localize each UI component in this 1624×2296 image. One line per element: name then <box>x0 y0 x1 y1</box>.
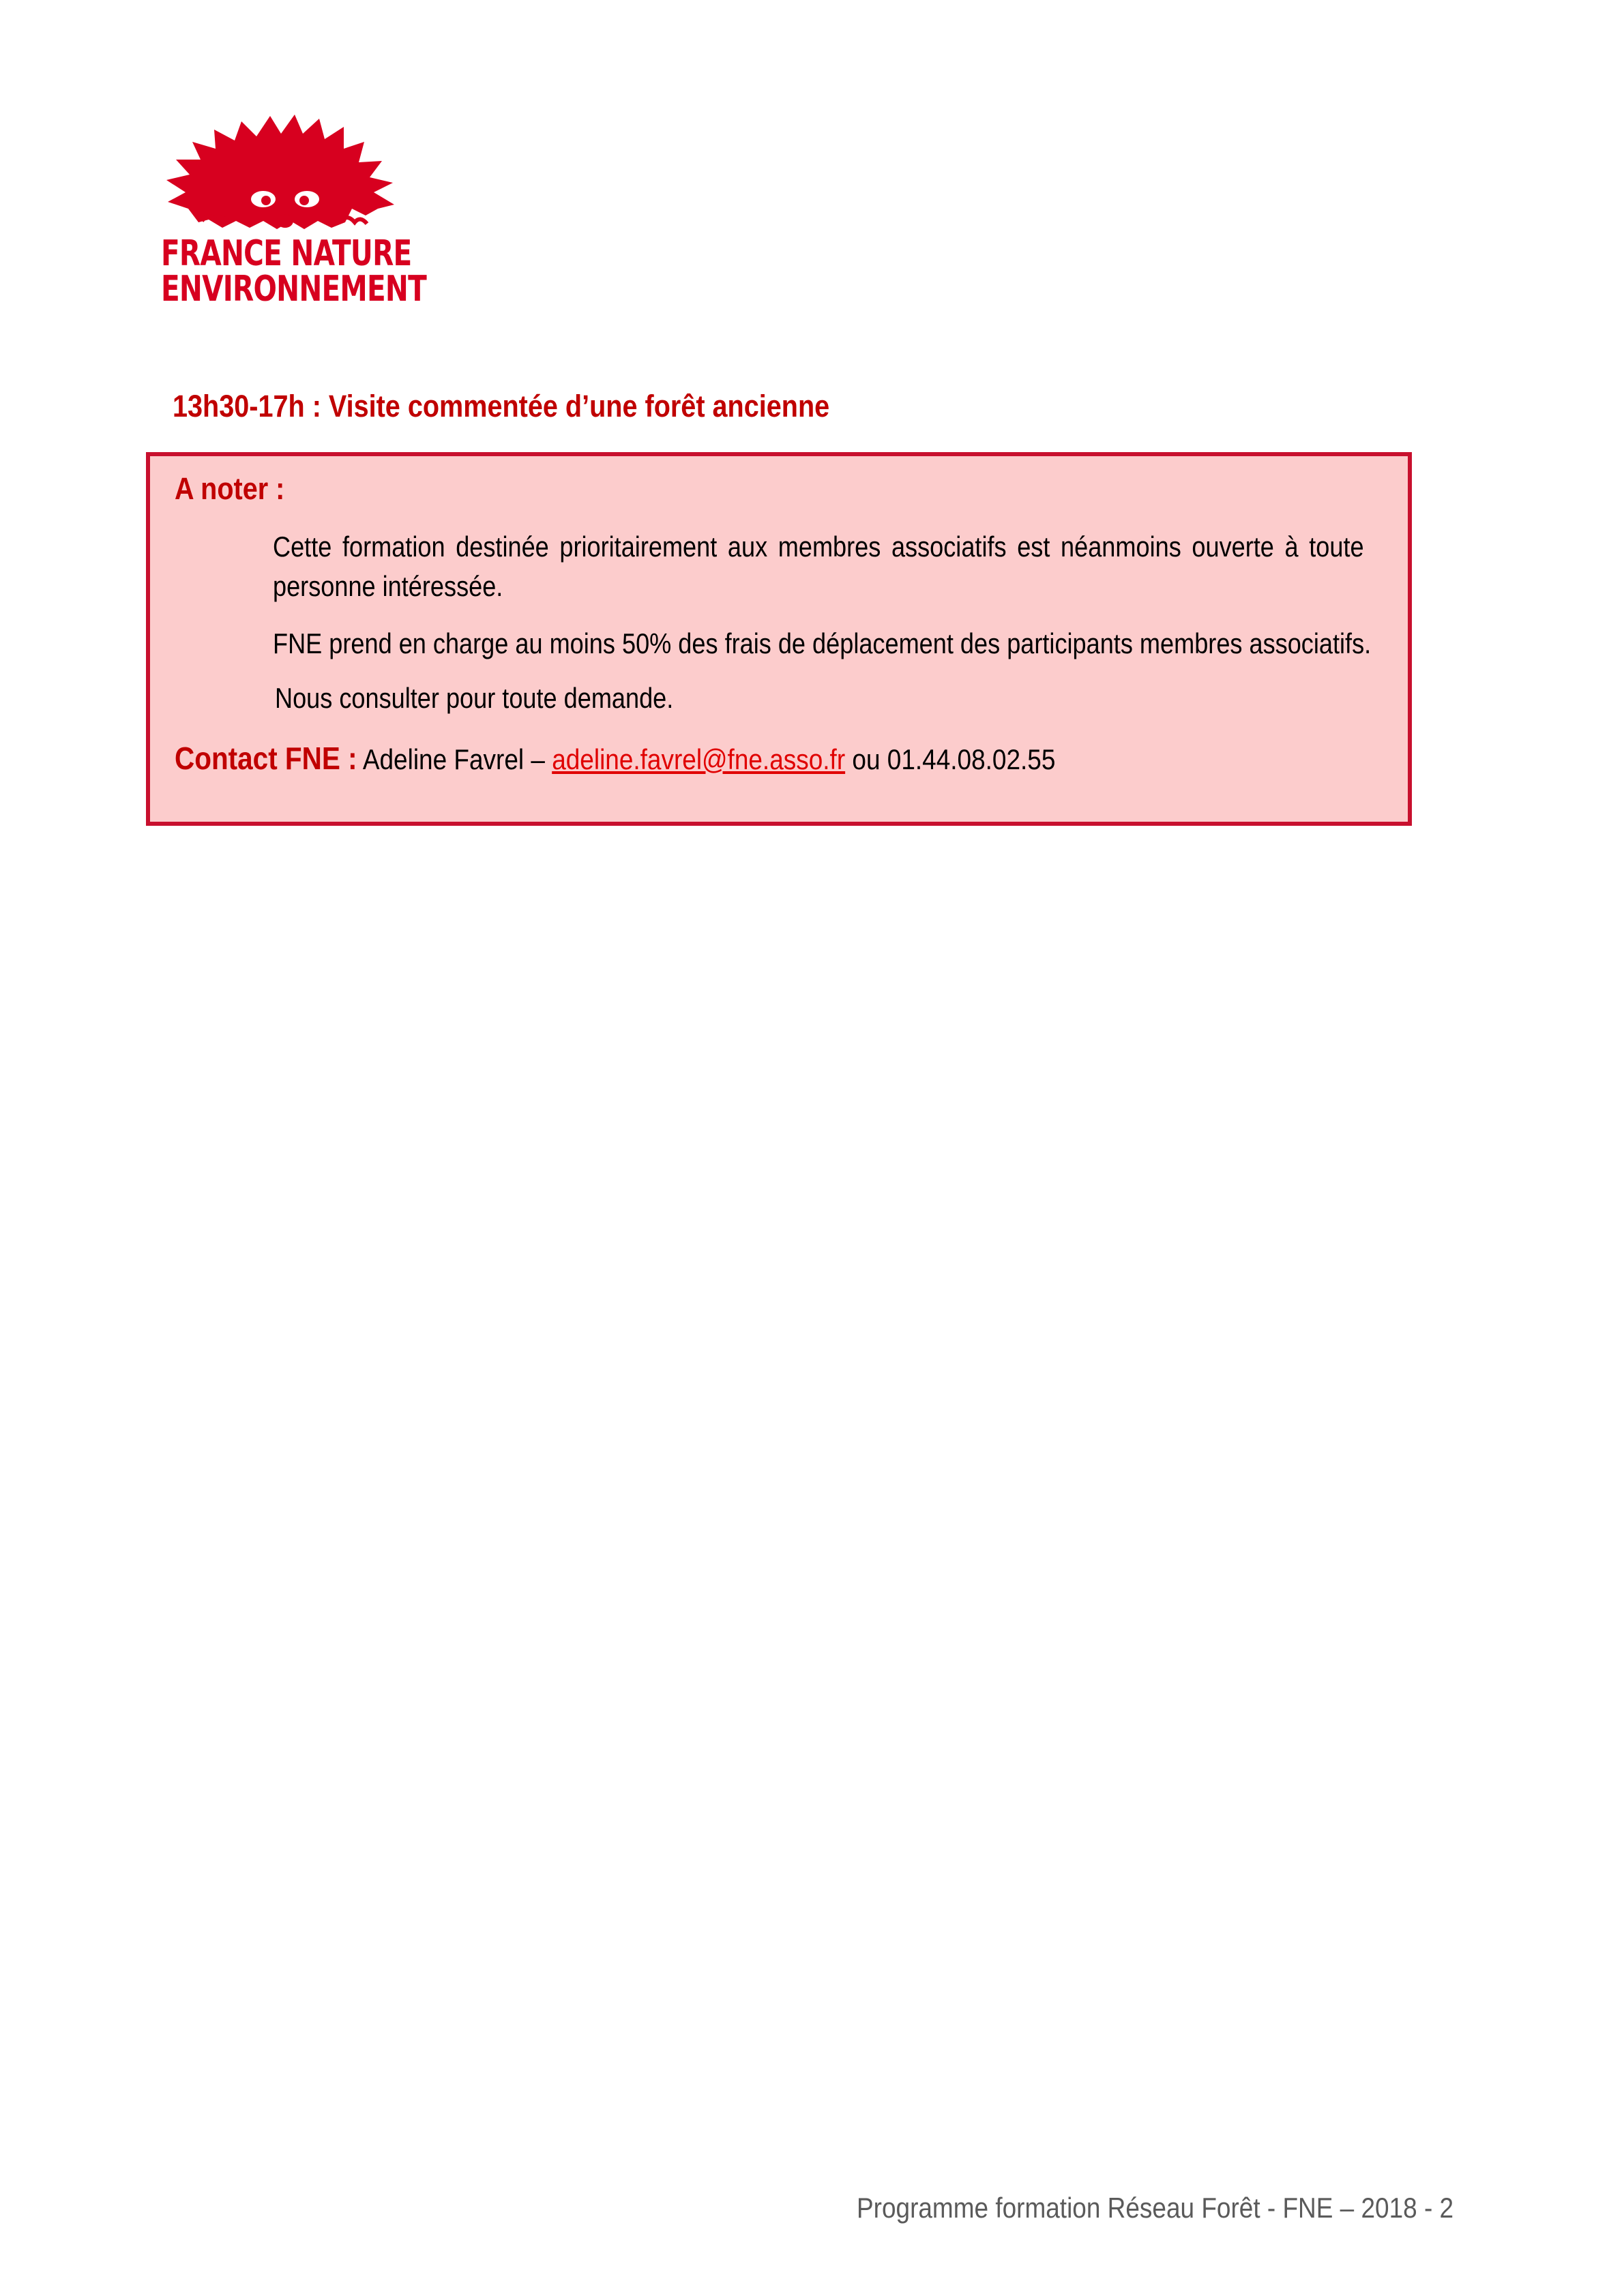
note-paragraph-2: FNE prend en charge au moins 50% des frais de déplacement des participants membres associatifs. <box>273 627 1372 659</box>
logo-text-line1: FRANCE NATURE <box>161 233 412 274</box>
logo-text-line2: ENVIRONNEMENT <box>161 269 426 310</box>
note-paragraph-3: Nous consulter pour toute demande. <box>275 682 674 714</box>
note-title: A noter : <box>175 471 285 506</box>
page-footer: Programme formation Réseau Forêt - FNE – 2018 - 2 <box>857 2192 1454 2224</box>
contact-phone: ou 01.44.08.02.55 <box>845 743 1056 775</box>
note-paragraph-1-line-1: Cette formation destinée prioritairement aux membres associatifs est néanmoins ouverte à toute <box>273 531 1364 563</box>
section-heading: 13h30-17h : Visite commentée d’une forêt ancienne <box>173 389 830 423</box>
note-box <box>146 452 1412 826</box>
contact-line <box>175 739 1055 779</box>
fne-logo <box>161 106 426 311</box>
note-paragraph-1-line-2: personne intéressée. <box>273 570 503 602</box>
contact-label: Contact FNE : <box>175 741 357 776</box>
note-paragraph-1 <box>273 527 1364 606</box>
contact-email-link[interactable]: adeline.favrel@fne.asso.fr <box>552 743 846 775</box>
hedgehog-icon <box>161 106 407 236</box>
contact-name: Adeline Favrel – <box>357 743 552 775</box>
